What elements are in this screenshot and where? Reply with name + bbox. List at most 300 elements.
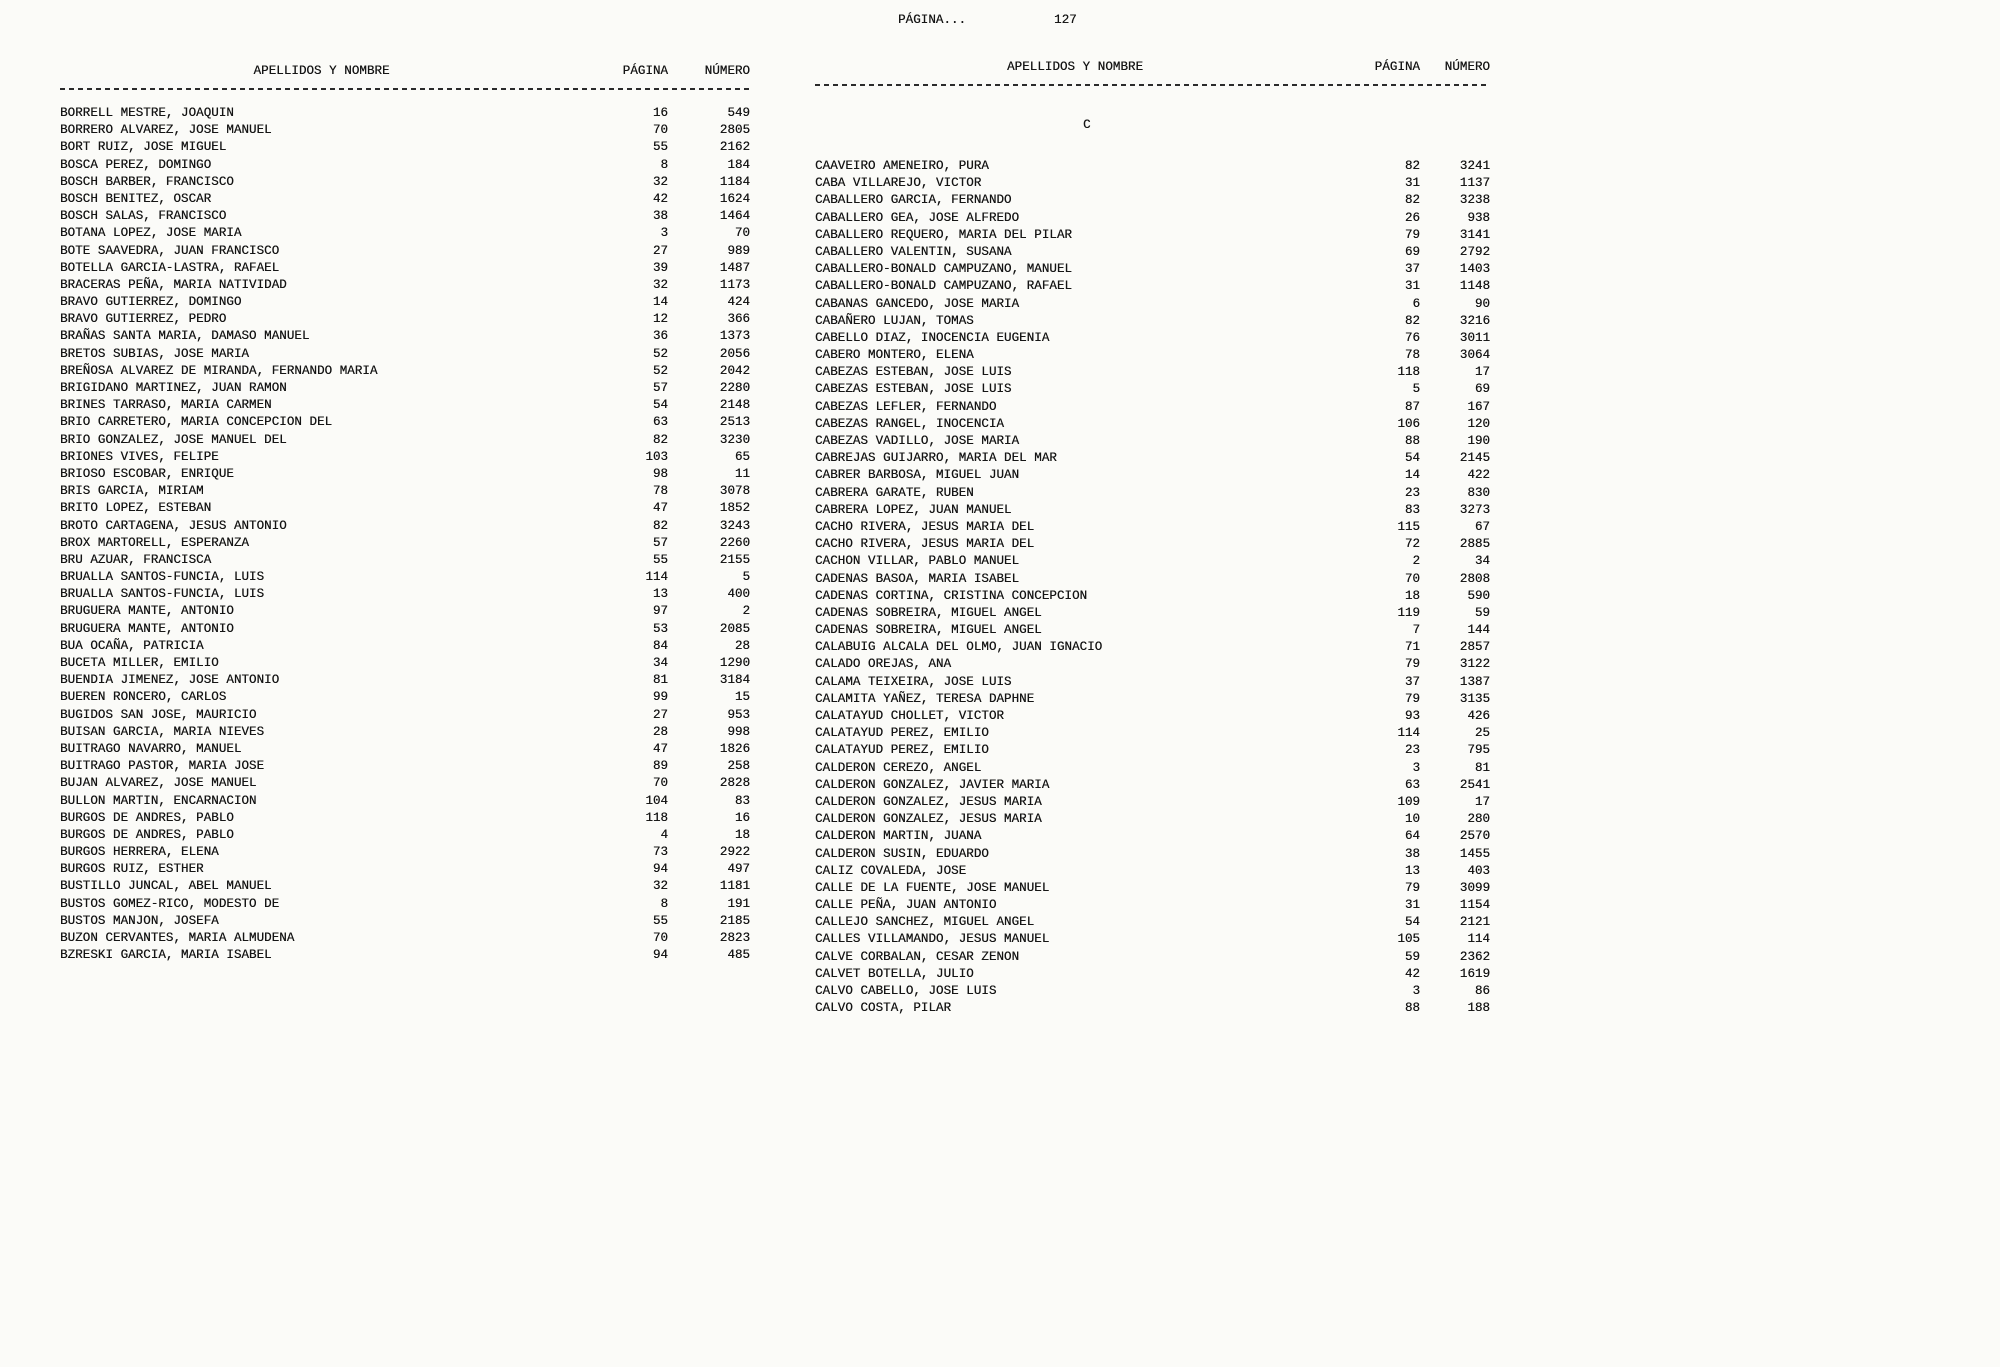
table-row — [60, 106, 750, 123]
table-row — [60, 192, 750, 209]
table-row — [60, 656, 750, 673]
table-row — [815, 864, 1490, 881]
table-row — [815, 537, 1490, 554]
page-value: 32 — [652, 174, 668, 189]
number-value: 1624 — [719, 191, 750, 206]
page-value: 93 — [1404, 709, 1420, 723]
page-value: 7 — [1412, 623, 1420, 638]
number-value: 953 — [727, 707, 750, 722]
number-value: 65 — [734, 449, 750, 464]
table-row — [60, 622, 750, 639]
person-name: BRETOS SUBIAS, JOSE MARIA — [60, 346, 249, 361]
number-value: 3273 — [1459, 502, 1490, 517]
page-value: 99 — [652, 690, 668, 705]
table-row — [815, 829, 1490, 846]
table-row — [815, 606, 1490, 623]
table-row — [815, 589, 1490, 606]
person-name: BRIO CARRETERO, MARIA CONCEPCION DEL — [60, 415, 333, 430]
number-value: 2857 — [1459, 640, 1490, 655]
number-value: 28 — [734, 638, 750, 653]
table-row — [60, 948, 750, 965]
person-name: CADENAS BASOA, MARIA ISABEL — [815, 571, 1020, 586]
table-row — [60, 794, 750, 811]
person-name: BUSTOS MANJON, JOSEFA — [60, 913, 219, 928]
table-row — [60, 450, 750, 467]
number-value: 3238 — [1459, 193, 1490, 208]
person-name: BRIGIDANO MARTINEZ, JUAN RAMON — [60, 381, 287, 395]
page-value: 54 — [1404, 915, 1420, 930]
table-row — [60, 725, 750, 742]
person-name: CALDERON GONZALEZ, JESUS MARIA — [815, 812, 1042, 827]
table-row — [60, 484, 750, 501]
person-name: BOSCH BENITEZ, OSCAR — [60, 191, 212, 206]
table-row — [815, 486, 1490, 503]
person-name: CABAÑERO LUJAN, TOMAS — [815, 313, 974, 328]
number-value: 167 — [1467, 399, 1490, 414]
table-row — [815, 554, 1490, 571]
person-name: BOSCA PEREZ, DOMINGO — [60, 157, 212, 172]
page-value: 94 — [652, 948, 668, 963]
page-value: 57 — [652, 381, 668, 395]
page-value: 71 — [1404, 640, 1420, 655]
page-value: 88 — [1404, 1001, 1420, 1016]
number-value: 34 — [1474, 554, 1490, 569]
table-row — [815, 898, 1490, 915]
number-value: 403 — [1467, 863, 1490, 878]
table-row — [815, 159, 1490, 176]
number-value: 190 — [1467, 434, 1490, 448]
person-name: CALDERON SUSIN, EDUARDO — [815, 846, 989, 861]
page-value: 105 — [1397, 932, 1420, 947]
page-value: 69 — [1404, 244, 1420, 259]
person-name: CALATAYUD CHOLLET, VICTOR — [815, 709, 1004, 723]
page-value: 114 — [1397, 726, 1420, 741]
page-value: 37 — [1404, 262, 1420, 277]
person-name: BROTO CARTAGENA, JESUS ANTONIO — [60, 518, 287, 533]
table-row — [815, 1001, 1490, 1018]
page-value: 109 — [1397, 794, 1420, 809]
table-row — [815, 520, 1490, 537]
header-apellidos-y-nombre: APELLIDOS Y NOMBRE — [253, 64, 390, 78]
person-name: BOTELLA GARCIA-LASTRA, RAFAEL — [60, 260, 280, 275]
person-name: CALVO COSTA, PILAR — [815, 1001, 952, 1016]
table-row — [60, 553, 750, 570]
number-value: 144 — [1467, 623, 1490, 638]
table-row — [815, 657, 1490, 674]
page-value: 2 — [1412, 554, 1420, 569]
page-value: 23 — [1404, 743, 1420, 758]
person-name: BUZON CERVANTES, MARIA ALMUDENA — [60, 931, 295, 945]
number-value: 17 — [1474, 794, 1490, 809]
table-row — [60, 140, 750, 157]
page-value: 3 — [1412, 984, 1420, 998]
person-name: BRIS GARCIA, MIRIAM — [60, 484, 204, 499]
page-value: 84 — [652, 638, 668, 653]
person-name: CALATAYUD PEREZ, EMILIO — [815, 726, 989, 741]
page-value: 104 — [645, 793, 668, 808]
number-value: 17 — [1474, 365, 1490, 380]
table-row — [60, 828, 750, 845]
column-divider-dashes — [60, 88, 750, 90]
number-value: 2185 — [719, 913, 750, 928]
page-value: 103 — [645, 449, 668, 464]
number-value: 69 — [1474, 382, 1490, 397]
person-name: CADENAS CORTINA, CRISTINA CONCEPCION — [815, 588, 1088, 603]
person-name: BRAVO GUTIERREZ, DOMINGO — [60, 295, 242, 310]
number-value: 188 — [1467, 1001, 1490, 1016]
person-name: CABALLERO REQUERO, MARIA DEL PILAR — [815, 227, 1072, 242]
page-value: 57 — [652, 535, 668, 550]
page-value: 32 — [652, 879, 668, 894]
person-name: BRAÑAS SANTA MARIA, DAMASO MANUEL — [60, 329, 310, 344]
page-value: 55 — [652, 913, 668, 928]
table-row — [815, 881, 1490, 898]
table-row — [815, 245, 1490, 262]
person-name: CABA VILLAREJO, VICTOR — [815, 176, 982, 191]
person-name: CALVO CABELLO, JOSE LUIS — [815, 984, 997, 998]
page-value: 14 — [652, 295, 668, 310]
number-value: 1181 — [719, 879, 750, 894]
header-numero: NÚMERO — [704, 64, 750, 78]
person-name: BOTE SAAVEDRA, JUAN FRANCISCO — [60, 243, 280, 258]
page-value: 83 — [1404, 502, 1420, 517]
table-row — [60, 639, 750, 656]
person-name: CABRERA GARATE, RUBEN — [815, 485, 974, 500]
page-value: 37 — [1404, 674, 1420, 689]
table-row — [60, 433, 750, 450]
person-name: CABREJAS GUIJARRO, MARIA DEL MAR — [815, 451, 1057, 466]
table-row — [815, 193, 1490, 210]
number-value: 1184 — [719, 174, 750, 189]
table-row — [60, 742, 750, 759]
page-value: 28 — [652, 724, 668, 739]
number-value: 3099 — [1459, 880, 1490, 895]
person-name: BUENDIA JIMENEZ, JOSE ANTONIO — [60, 673, 280, 688]
page-value: 32 — [652, 277, 668, 292]
person-name: BRIO GONZALEZ, JOSE MANUEL DEL — [60, 432, 287, 447]
page-value: 52 — [652, 363, 668, 378]
person-name: BREÑOSA ALVAREZ DE MIRANDA, FERNANDO MARIA — [60, 363, 378, 378]
number-value: 1464 — [719, 209, 750, 224]
number-value: 67 — [1474, 519, 1490, 534]
page-header-number: 127 — [1054, 13, 1077, 27]
page-value: 31 — [1404, 176, 1420, 191]
table-row — [60, 415, 750, 432]
number-value: 2823 — [719, 931, 750, 945]
person-name: BUISAN GARCIA, MARIA NIEVES — [60, 724, 265, 739]
page-value: 23 — [1404, 485, 1420, 500]
person-name: BRUGUERA MANTE, ANTONIO — [60, 604, 234, 619]
person-name: CALDERON CEREZO, ANGEL — [815, 760, 982, 775]
table-row — [815, 932, 1490, 949]
page-header — [898, 13, 1077, 27]
number-value: 1387 — [1459, 674, 1490, 689]
number-value: 70 — [734, 226, 750, 241]
person-name: CAAVEIRO AMENEIRO, PURA — [815, 159, 989, 173]
table-row — [815, 623, 1490, 640]
number-value: 2280 — [719, 381, 750, 395]
page-value: 52 — [652, 346, 668, 361]
page-value: 82 — [1404, 313, 1420, 328]
table-row — [60, 295, 750, 312]
page-value: 42 — [1404, 966, 1420, 981]
person-name: BURGOS DE ANDRES, PABLO — [60, 827, 234, 842]
page-value: 31 — [1404, 898, 1420, 913]
table-row — [60, 278, 750, 295]
number-value: 2513 — [719, 415, 750, 430]
table-row — [815, 984, 1490, 1001]
page-value: 82 — [652, 518, 668, 533]
person-name: CACHO RIVERA, JESUS MARIA DEL — [815, 519, 1035, 534]
number-value: 2260 — [719, 535, 750, 550]
header-pagina: PÁGINA — [1374, 60, 1420, 74]
number-value: 989 — [727, 243, 750, 258]
table-row — [60, 244, 750, 261]
number-value: 90 — [1474, 296, 1490, 311]
number-value: 1826 — [719, 741, 750, 756]
number-value: 2570 — [1459, 829, 1490, 844]
table-row — [815, 726, 1490, 743]
number-value: 424 — [727, 295, 750, 310]
number-value: 2541 — [1459, 777, 1490, 792]
page-value: 78 — [652, 484, 668, 499]
number-value: 1852 — [719, 501, 750, 516]
page-value: 31 — [1404, 279, 1420, 294]
number-value: 86 — [1474, 984, 1490, 998]
table-row — [815, 743, 1490, 760]
person-name: CALABUIG ALCALA DEL OLMO, JUAN IGNACIO — [815, 640, 1103, 655]
page-value: 38 — [1404, 846, 1420, 861]
table-row — [60, 209, 750, 226]
number-value: 114 — [1467, 932, 1490, 947]
number-value: 11 — [734, 466, 750, 481]
page-value: 72 — [1404, 537, 1420, 552]
person-name: BRACERAS PEÑA, MARIA NATIVIDAD — [60, 277, 287, 292]
table-row — [60, 381, 750, 398]
page-value: 6 — [1412, 296, 1420, 311]
table-row — [815, 228, 1490, 245]
page-value: 89 — [652, 759, 668, 774]
number-value: 18 — [734, 827, 750, 842]
number-value: 15 — [734, 690, 750, 705]
number-value: 2085 — [719, 621, 750, 636]
page-value: 59 — [1404, 949, 1420, 964]
number-value: 998 — [727, 724, 750, 739]
page-value: 118 — [1397, 365, 1420, 380]
person-name: BULLON MARTIN, ENCARNACION — [60, 793, 257, 808]
number-value: 497 — [727, 862, 750, 877]
person-name: CABANAS GANCEDO, JOSE MARIA — [815, 296, 1020, 311]
table-row — [815, 348, 1490, 365]
person-name: BOSCH SALAS, FRANCISCO — [60, 209, 227, 224]
index-column-right — [815, 60, 1490, 1018]
page-value: 34 — [652, 656, 668, 670]
table-row — [815, 382, 1490, 399]
number-value: 830 — [1467, 485, 1490, 500]
table-row — [815, 761, 1490, 778]
number-value: 590 — [1467, 588, 1490, 603]
table-row — [60, 398, 750, 415]
number-value: 2805 — [719, 123, 750, 138]
page-value: 42 — [652, 191, 668, 206]
person-name: BURGOS HERRERA, ELENA — [60, 845, 219, 860]
person-name: CALLE DE LA FUENTE, JOSE MANUEL — [815, 880, 1050, 895]
table-row — [60, 604, 750, 621]
number-value: 25 — [1474, 726, 1490, 741]
person-name: CALLE PEÑA, JUAN ANTONIO — [815, 898, 997, 913]
table-row — [60, 897, 750, 914]
person-name: CALVET BOTELLA, JULIO — [815, 966, 974, 981]
person-name: CABALLERO-BONALD CAMPUZANO, MANUEL — [815, 262, 1072, 277]
number-value: 81 — [1474, 760, 1490, 775]
person-name: BRUGUERA MANTE, ANTONIO — [60, 621, 234, 636]
table-row — [60, 845, 750, 862]
person-name: CALAMA TEIXEIRA, JOSE LUIS — [815, 674, 1012, 689]
number-value: 2362 — [1459, 949, 1490, 964]
table-row — [815, 434, 1490, 451]
number-value: 2056 — [719, 346, 750, 361]
page-value: 5 — [1412, 382, 1420, 397]
table-row — [815, 331, 1490, 348]
number-value: 258 — [727, 759, 750, 774]
page-value: 3 — [1412, 760, 1420, 775]
person-name: BUCETA MILLER, EMILIO — [60, 656, 219, 670]
page-value: 13 — [652, 587, 668, 602]
number-value: 1290 — [719, 656, 750, 670]
number-value: 426 — [1467, 709, 1490, 723]
page-value: 47 — [652, 741, 668, 756]
section-letter-c: C — [1083, 118, 1091, 132]
page-value: 27 — [652, 243, 668, 258]
header-apellidos-y-nombre: APELLIDOS Y NOMBRE — [1006, 60, 1144, 74]
person-name: CABRER BARBOSA, MIGUEL JUAN — [815, 468, 1020, 483]
page-value: 87 — [1404, 399, 1420, 414]
table-row — [60, 261, 750, 278]
page-value: 38 — [652, 209, 668, 224]
number-value: 1455 — [1459, 846, 1490, 861]
column-header-row — [815, 60, 1490, 78]
person-name: CABEZAS ESTEBAN, JOSE LUIS — [815, 382, 1012, 397]
table-row — [60, 862, 750, 879]
person-name: CALDERON GONZALEZ, JESUS MARIA — [815, 794, 1042, 809]
number-value: 1154 — [1459, 898, 1490, 913]
number-value: 2808 — [1459, 571, 1490, 586]
page-value: 81 — [652, 673, 668, 688]
person-name: BORRERO ALVAREZ, JOSE MANUEL — [60, 123, 272, 138]
person-name: BUSTOS GOMEZ-RICO, MODESTO DE — [60, 896, 280, 911]
page-value: 82 — [1404, 159, 1420, 173]
table-row — [815, 692, 1490, 709]
page-value: 54 — [1404, 451, 1420, 466]
number-value: 3135 — [1459, 691, 1490, 706]
page-value: 53 — [652, 621, 668, 636]
header-pagina: PÁGINA — [622, 64, 668, 78]
number-value: 3011 — [1459, 330, 1490, 345]
number-value: 2885 — [1459, 537, 1490, 552]
page-value: 76 — [1404, 330, 1420, 345]
page-value: 88 — [1404, 434, 1420, 448]
table-row — [815, 262, 1490, 279]
page-value: 70 — [1404, 571, 1420, 586]
page-value: 82 — [1404, 193, 1420, 208]
table-row — [815, 915, 1490, 932]
number-value: 1173 — [719, 277, 750, 292]
table-row — [815, 451, 1490, 468]
person-name: CACHO RIVERA, JESUS MARIA DEL — [815, 537, 1035, 552]
person-name: BUITRAGO NAVARRO, MANUEL — [60, 741, 242, 756]
page-value: 39 — [652, 260, 668, 275]
page-value: 63 — [652, 415, 668, 430]
page-value: 79 — [1404, 227, 1420, 242]
page-value: 12 — [652, 312, 668, 327]
number-value: 1403 — [1459, 262, 1490, 277]
table-row — [815, 211, 1490, 228]
person-name: BUJAN ALVAREZ, JOSE MANUEL — [60, 776, 257, 791]
table-row — [815, 468, 1490, 485]
number-value: 2792 — [1459, 244, 1490, 259]
number-value: 2162 — [719, 140, 750, 155]
page-value: 26 — [1404, 210, 1420, 225]
page-value: 16 — [652, 106, 668, 120]
person-name: CALDERON GONZALEZ, JAVIER MARIA — [815, 777, 1050, 792]
table-row — [60, 347, 750, 364]
index-rows-left — [60, 100, 750, 965]
number-value: 366 — [727, 312, 750, 327]
person-name: BORT RUIZ, JOSE MIGUEL — [60, 140, 227, 155]
number-value: 2148 — [719, 398, 750, 413]
column-header-row — [60, 64, 750, 82]
number-value: 1373 — [719, 329, 750, 344]
table-row — [60, 708, 750, 725]
number-value: 184 — [727, 157, 750, 172]
page-value: 119 — [1397, 605, 1420, 620]
number-value: 16 — [734, 810, 750, 825]
number-value: 3141 — [1459, 227, 1490, 242]
header-numero: NÚMERO — [1444, 60, 1490, 74]
page-value: 79 — [1404, 880, 1420, 895]
page-header-label: PÁGINA... — [898, 13, 967, 27]
person-name: BURGOS DE ANDRES, PABLO — [60, 810, 234, 825]
page-value: 73 — [652, 845, 668, 860]
person-name: BRIONES VIVES, FELIPE — [60, 449, 219, 464]
person-name: BOTANA LOPEZ, JOSE MARIA — [60, 226, 242, 241]
table-row — [815, 795, 1490, 812]
column-divider-dashes — [815, 84, 1490, 86]
page-value: 79 — [1404, 691, 1420, 706]
person-name: BRITO LOPEZ, ESTEBAN — [60, 501, 212, 516]
page-value: 55 — [652, 140, 668, 155]
person-name: BUA OCAÑA, PATRICIA — [60, 638, 204, 653]
page-value: 13 — [1404, 863, 1420, 878]
number-value: 422 — [1467, 468, 1490, 483]
number-value: 938 — [1467, 210, 1490, 225]
table-row — [60, 175, 750, 192]
person-name: CABALLERO GARCIA, FERNANDO — [815, 193, 1012, 208]
table-row — [60, 364, 750, 381]
table-row — [815, 314, 1490, 331]
person-name: BORRELL MESTRE, JOAQUIN — [60, 106, 234, 120]
person-name: CALLEJO SANCHEZ, MIGUEL ANGEL — [815, 915, 1035, 930]
person-name: CABEZAS VADILLO, JOSE MARIA — [815, 434, 1020, 448]
page-value: 63 — [1404, 777, 1420, 792]
page-value: 94 — [652, 862, 668, 877]
table-row — [60, 467, 750, 484]
page-value: 18 — [1404, 588, 1420, 603]
person-name: CABEZAS RANGEL, INOCENCIA — [815, 416, 1004, 431]
person-name: CALAMITA YAÑEZ, TERESA DAPHNE — [815, 691, 1035, 706]
table-row — [815, 812, 1490, 829]
person-name: CABEZAS LEFLER, FERNANDO — [815, 399, 997, 414]
